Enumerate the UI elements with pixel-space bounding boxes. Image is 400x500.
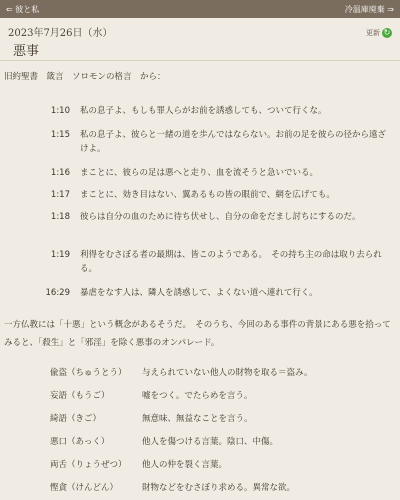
- arrow-right-icon: ⇒: [387, 5, 394, 14]
- post-header: [0, 18, 400, 61]
- sin-name: 綺語（きご）: [50, 414, 102, 424]
- refresh-icon: ↻: [383, 28, 391, 37]
- update-label: 更新: [366, 29, 380, 37]
- verse-text: 利得をむさぼる者の最期は、皆このようである。 その持ち主の命は取り去られる。: [80, 250, 382, 274]
- verse-number: 1:17: [50, 190, 70, 200]
- verse-text: 彼らは自分の血のために待ち伏せし、自分の命をだまし討ちにするのだ。: [80, 212, 361, 222]
- verse-number: 1:15: [50, 130, 70, 140]
- verse-number: 1:16: [50, 168, 70, 178]
- post-title: 悪事: [13, 44, 40, 59]
- verse-text: 暴虐をなす人は、隣人を誘惑して、よくない道へ連れて行く。: [80, 288, 318, 298]
- sin-name: 慳貪（けんどん）: [50, 483, 119, 493]
- verse-number: 16:29: [45, 288, 70, 298]
- arrow-left-icon: ⇐: [6, 5, 13, 14]
- update-button[interactable]: [366, 28, 392, 38]
- verse-text: 私の息子よ、もしも罪人らがお前を誘惑しても、ついて行くな。: [80, 106, 327, 116]
- verse-text: まことに、彼らの足は悪へと走り、血を流そうと急いでいる。: [80, 168, 319, 178]
- source-line: 旧約聖書 箴言 ソロモンの格言 から：: [4, 72, 166, 82]
- sin-name: 悪口（あっく）: [50, 437, 110, 447]
- post-date: 2023年7月26日（水）: [8, 28, 113, 39]
- sin-name: 両舌（りょうぜつ）: [50, 460, 127, 470]
- sin-description: 財物などをむさぼり求める。異常な欲。: [142, 483, 296, 493]
- prev-post-link[interactable]: [6, 4, 39, 15]
- commentary-paragraph: 一方仏教には「十悪」という概念があるそうだ。 そのうち、今回のある事件の背景にある悪を拾ってみると、「殺生」と「邪淫」を除く悪事のオンパレード。: [4, 320, 391, 348]
- sin-description: 他人の仲を裂く言葉。: [142, 460, 228, 470]
- next-post-label: 冷温庫廃棄: [344, 5, 385, 14]
- sin-name: 妄語（もうご）: [50, 391, 110, 401]
- verse-text: 私の息子よ、彼らと一緒の道を歩んではならない。お前の足を彼らの径から遠ざけよ。: [80, 130, 387, 154]
- prev-post-label: 彼と私: [15, 5, 40, 14]
- sin-description: 無意味、無益なことを言う。: [142, 414, 253, 424]
- sin-description: 他人を傷つける言葉。陰口、中傷。: [142, 437, 279, 447]
- post-body: [0, 60, 400, 500]
- sin-name: 偸盗（ちゅうとう）: [50, 368, 127, 378]
- top-navigation-bar: [0, 0, 400, 18]
- verse-number: 1:18: [50, 212, 70, 222]
- verse-text: まことに、効き目はない、翼あるもの皆の眼前で、網を広げても。: [80, 190, 335, 200]
- sin-description: 嘘をつく。でたらめを言う。: [142, 391, 253, 401]
- sin-description: 与えられていない他人の財物を取る＝盗み。: [142, 368, 313, 378]
- next-post-link[interactable]: [345, 4, 394, 15]
- verse-number: 1:10: [50, 106, 70, 116]
- verse-number: 1:19: [50, 250, 70, 260]
